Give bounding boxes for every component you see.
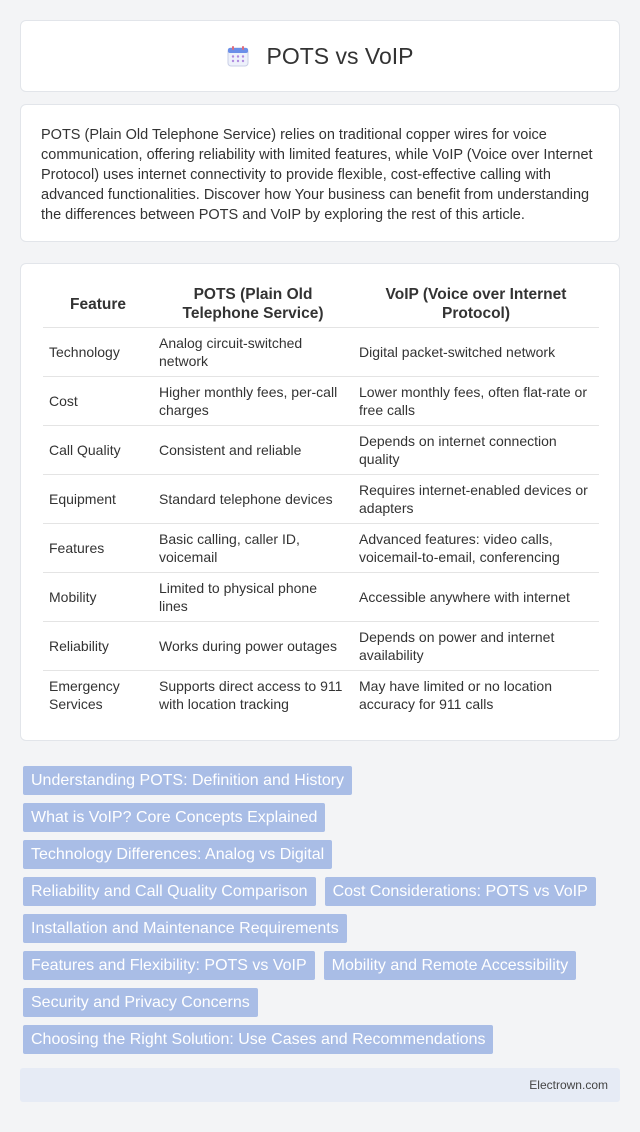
table-row bbox=[43, 621, 599, 670]
cell-pots: Works during power outages bbox=[153, 621, 353, 670]
cell-pots: Higher monthly fees, per-call charges bbox=[153, 376, 353, 425]
link-row bbox=[23, 1025, 617, 1054]
table-row bbox=[43, 474, 599, 523]
topic-link[interactable]: Mobility and Remote Accessibility bbox=[324, 951, 577, 980]
topic-link[interactable]: Technology Differences: Analog vs Digital bbox=[23, 840, 332, 869]
cell-voip: Requires internet-enabled devices or adapters bbox=[353, 474, 599, 523]
cell-voip: May have limited or no location accuracy for 911 calls bbox=[359, 677, 552, 712]
comparison-table bbox=[43, 282, 599, 719]
cell-feature: Reliability bbox=[43, 621, 153, 670]
link-row bbox=[23, 914, 617, 943]
link-row bbox=[23, 766, 617, 795]
topic-link[interactable]: What is VoIP? Core Concepts Explained bbox=[23, 803, 325, 832]
topic-link[interactable]: Installation and Maintenance Requirements bbox=[23, 914, 347, 943]
link-row bbox=[23, 951, 617, 980]
cell-feature: Features bbox=[43, 523, 153, 572]
topic-link[interactable]: Reliability and Call Quality Comparison bbox=[23, 877, 316, 906]
header-card bbox=[20, 20, 620, 92]
table-row bbox=[43, 376, 599, 425]
intro-card bbox=[20, 104, 620, 242]
topic-link[interactable]: Security and Privacy Concerns bbox=[23, 988, 258, 1017]
cell-feature: Technology bbox=[43, 327, 153, 376]
cell-pots: Basic calling, caller ID, voicemail bbox=[153, 523, 353, 572]
cell-voip: Depends on internet connection quality bbox=[353, 425, 599, 474]
table-header-row bbox=[43, 282, 599, 327]
cell-feature: Emergency Services bbox=[49, 677, 120, 712]
cell-voip: Lower monthly fees, often flat-rate or free calls bbox=[353, 376, 599, 425]
cell-feature: Equipment bbox=[43, 474, 153, 523]
footer-site: Electrown.com bbox=[529, 1078, 608, 1092]
cell-pots: Consistent and reliable bbox=[153, 425, 353, 474]
topic-link[interactable]: Understanding POTS: Definition and History bbox=[23, 766, 352, 795]
topic-link[interactable]: Features and Flexibility: POTS vs VoIP bbox=[23, 951, 315, 980]
intro-text: POTS (Plain Old Telephone Service) relies on traditional copper wires for voice communication, offering reliability with limited features, while VoIP (Voice over Internet Protocol) uses internet connectivity to provide flexible, cost-effective calling with advanced functionalities. Discover how Your business can benefit from understanding the differences between POTS and VoIP by exploring the rest of this article. bbox=[41, 127, 593, 223]
cell-pots: Limited to physical phone lines bbox=[153, 572, 353, 621]
cell-feature: Call Quality bbox=[43, 425, 153, 474]
page-title: POTS vs VoIP bbox=[266, 42, 414, 69]
table-row bbox=[43, 425, 599, 474]
calendar-icon bbox=[227, 45, 249, 67]
cell-voip: Accessible anywhere with internet bbox=[353, 572, 599, 621]
table-row bbox=[43, 572, 599, 621]
cell-voip: Advanced features: video calls, voicemail-to-email, conferencing bbox=[353, 523, 599, 572]
cell-pots: Standard telephone devices bbox=[153, 474, 353, 523]
cell-voip: Digital packet-switched network bbox=[353, 327, 599, 376]
link-row bbox=[23, 877, 617, 906]
topic-link[interactable]: Cost Considerations: POTS vs VoIP bbox=[325, 877, 596, 906]
cell-pots: Supports direct access to 911 with location tracking bbox=[159, 677, 343, 712]
cell-feature: Mobility bbox=[43, 572, 153, 621]
cell-voip: Depends on power and internet availability bbox=[353, 621, 599, 670]
footer bbox=[20, 1068, 620, 1102]
header-voip: VoIP (Voice over Internet Protocol) bbox=[353, 282, 599, 327]
table-row bbox=[43, 670, 599, 719]
title-wrap bbox=[227, 43, 414, 70]
comparison-table-card bbox=[20, 263, 620, 741]
link-row bbox=[23, 803, 617, 832]
topic-link[interactable]: Choosing the Right Solution: Use Cases and Recommendations bbox=[23, 1025, 493, 1054]
link-row bbox=[23, 840, 617, 869]
related-links bbox=[23, 766, 617, 1062]
header-pots: POTS (Plain Old Telephone Service) bbox=[153, 282, 353, 327]
cell-feature: Cost bbox=[43, 376, 153, 425]
table-row bbox=[43, 523, 599, 572]
cell-pots: Analog circuit-switched network bbox=[153, 327, 353, 376]
table-row bbox=[43, 327, 599, 376]
header-feature: Feature bbox=[43, 282, 153, 327]
link-row bbox=[23, 988, 617, 1017]
